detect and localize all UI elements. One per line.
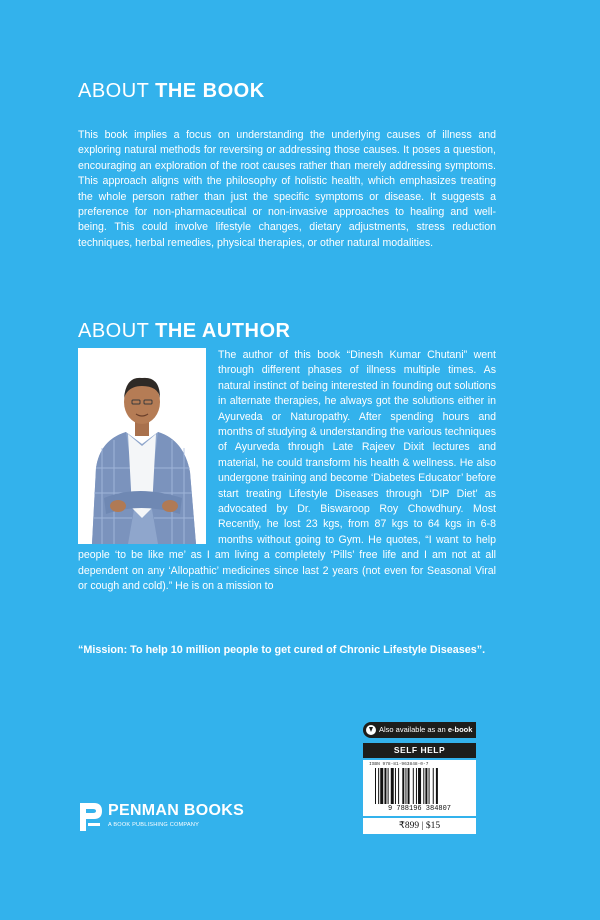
barcode-bar [380, 768, 383, 804]
about-book-text: This book implies a focus on understanding the underlying causes of illness and exploring natural methods for reversing or addressing those causes. It poses a question, encouraging an exploration of the root causes rather than merely addressing symptoms. This approach aligns with the philosophy of holistic health, which emphasizes treating the whole person rather than just the specific symptoms or disease. It suggests a preference for non-pharmaceutical or non-invasive approaches to healing and well-being. This could involve lifestyle changes, dietary adjustments, stress reduction techniques, herbal remedies, physical therapies, or other natural modalities. [78, 129, 496, 249]
ebook-badge-bold: e-book [447, 725, 473, 734]
barcode-bar [425, 768, 427, 804]
publisher-tagline: A BOOK PUBLISHING COMPANY [108, 822, 199, 828]
barcode-bar [418, 768, 421, 804]
barcode-bar [384, 768, 386, 804]
barcode-bar [378, 768, 379, 804]
isbn-barcode [363, 760, 476, 816]
isbn-number: 9 788196 384807 [387, 805, 451, 813]
about-author-heading [78, 320, 290, 343]
publisher-logo [78, 801, 258, 835]
about-book-heading-bold: THE BOOK [155, 80, 265, 102]
barcode-bar [433, 768, 434, 804]
about-book-heading-light: ABOUT [78, 80, 150, 102]
genre-label: SELF HELP [363, 743, 476, 758]
penman-logo-icon [78, 801, 104, 833]
barcode-bar [395, 768, 396, 804]
barcode-bar [423, 768, 424, 804]
publisher-name: PENMAN BOOKS [108, 802, 245, 819]
barcode-bar [429, 768, 430, 804]
barcode-bar [405, 768, 406, 804]
ebook-badge-prefix: Also available as an [379, 725, 446, 734]
about-book-heading [78, 80, 265, 103]
barcode-bar [391, 768, 394, 804]
barcode-panel [363, 722, 476, 834]
barcode-bar [398, 768, 399, 804]
about-author-heading-bold: THE AUTHOR [155, 320, 291, 342]
ebook-badge [363, 722, 476, 738]
photo-spacer [78, 348, 218, 548]
barcode-bar [388, 768, 389, 804]
barcode-bar [375, 768, 376, 804]
barcode-bar [413, 768, 414, 804]
price-label: ₹899 | $15 [363, 818, 476, 834]
barcode-bar [436, 768, 438, 804]
mission-statement: “Mission: To help 10 million people to get cured of Chronic Lifestyle Diseases”. [78, 644, 486, 656]
barcode-bar [408, 768, 410, 804]
download-icon [366, 725, 376, 735]
barcode-bars [375, 768, 465, 804]
about-author-text [78, 348, 496, 595]
barcode-bar [402, 768, 404, 804]
about-author-heading-light: ABOUT [78, 320, 150, 342]
isbn-top-text: ISBN 978-81-963848-0-7 [369, 762, 429, 767]
about-author-body: The author of this book “Dinesh Kumar Chutani” went through different phases of illness multiple times. As natural instinct of being interested in founding out solutions in alternate therapies, he always got the solutions either in Ayurveda or Naturopathy. After spending hours and months of studying & understanding the various techniques of Ayurveda through Late Rajeev Dixit lectures and material, he could transform his health & wellness. He also undergone training and become ‘Diabetes Educator’ before start treating Lifestyle Diseases through ‘DIP Diet’ as advocated by Dr. Biswaroop Roy Chowdhury. Most Recently, he lost 23 kgs, from 87 kgs to 64 kgs in 6-8 months without going to Gym. He quotes, “I want to help people ‘to be like me’ as I am living a completely ‘Pills’ free life and I am not at all dependent on any ‘Allopathic’ medicines since last 2 years (not even for Seasonal Viral or cough and cold).” He is on a mission to [78, 349, 496, 593]
barcode-bar [416, 768, 417, 804]
